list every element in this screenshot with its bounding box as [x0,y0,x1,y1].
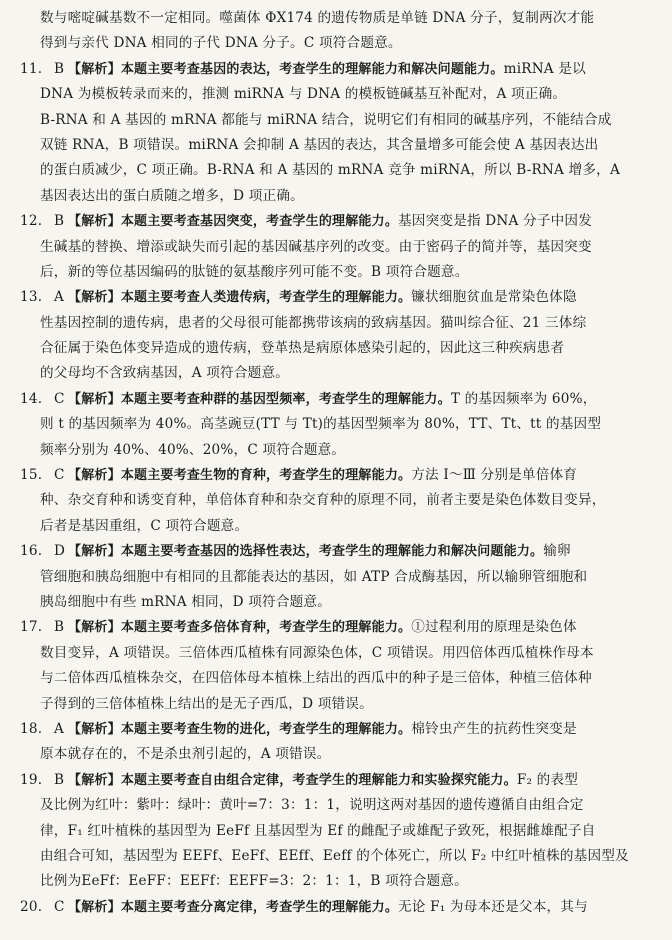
question-number: 14. [20,390,43,407]
topic-summary: 本题主要考查基因的表达，考查学生的理解能力和解决问题能力。 [120,61,504,77]
topic-summary: 本题主要考查生物的进化，考查学生的理解能力。 [120,721,412,737]
explanation-text: T 的基因频率为 60%， [450,390,597,407]
answer-letter: C [54,898,65,915]
text-line: 律，F₁ 红叶植株的基因型为 EeFf 且基因型为 Ef 的雌配子或雄配子致死，根据雌雄配子自 [40,822,596,839]
answer-letter: C [54,390,65,407]
answer-first-line [20,387,652,412]
topic-summary: 本题主要考查分离定律，考查学生的理解能力。 [120,899,399,915]
text-line: 管细胞和胰岛细胞中有相同的且都能表达的基因，如 ATP 合成酶基因，所以输卵管细胞和 [40,568,588,585]
text-line: 的父母均不含致病基因，A 项符合题意。 [40,365,290,382]
answer-first-line [20,57,652,82]
analysis-tag: 【解析】 [68,544,121,560]
answer-item [20,539,652,615]
text-line: 后者是基因重组，C 项符合题意。 [40,517,249,534]
answer-item [20,387,652,463]
analysis-tag: 【解析】 [68,721,121,737]
text-line: DNA 为模板转录而来的，推测 miRNA 与 DNA 的模板链碱基互补配对，A 项正确。 [40,86,567,103]
answer-item [20,895,652,920]
answer-item [20,768,652,895]
text-line: 双链 RNA，B 项错误。miRNA 会抑制 A 基因的表达，其含量增多可能会使 A 基因表达出 [40,136,599,153]
text-line: 由组合可知，基因型为 EEFf、EeFf、EEff、Eeff 的个体死亡，所以 F₂ 中红叶植株的基因型及 [40,847,629,864]
answer-letter: A [54,720,65,737]
analysis-tag: 【解析】 [68,391,121,407]
answer-item [20,615,652,717]
answer-letter: A [54,289,65,306]
question-number: 11. [20,60,43,77]
text-line: 的蛋白质减少，C 项正确。B-RNA 和 A 基因的 mRNA 竞争 miRNA，所以 B-RNA 增多，A [40,162,620,179]
question-number: 20. [20,898,43,915]
text-line: 则 t 的基因频率为 40%。高茎豌豆(TT 与 Tt)的基因型频率为 80%，TT、Tt、tt 的基因型 [40,416,602,433]
question-number: 17. [20,619,43,636]
question-number: 15. [20,467,43,484]
answer-letter: C [54,467,65,484]
text-line: 原本就存在的，不是杀虫剂引起的，A 项错误。 [40,746,331,763]
analysis-tag: 【解析】 [68,468,121,484]
answer-item [20,209,652,285]
topic-summary: 本题主要考查人类遗传病，考查学生的理解能力。 [120,290,412,306]
analysis-tag: 【解析】 [68,290,121,306]
text-line: 数与嘧啶碱基数不一定相同。噬菌体 ΦX174 的遗传物质是单链 DNA 分子，复制两次才能 [40,10,595,26]
answer-first-line [20,463,652,488]
topic-summary: 本题主要考查基因的选择性表达，考查学生的理解能力和解决问题能力。 [120,544,544,560]
answer-letter: B [54,771,65,788]
topic-summary: 本题主要考查基因突变，考查学生的理解能力。 [120,214,399,230]
text-line: 频率分别为 40%、40%、20%，C 项符合题意。 [40,441,346,458]
topic-summary: 本题主要考查多倍体育种，考查学生的理解能力。 [120,620,412,636]
explanation-text: miRNA 是以 [503,60,586,77]
answer-list [20,57,652,920]
answer-letter: D [54,543,66,560]
answer-first-line [20,615,652,640]
answer-letter: B [54,213,65,230]
explanation-text: 棉铃虫产生的抗药性突变是 [411,720,577,737]
explanation-text: 无论 F₁ 为母本还是父本，其与 [398,898,588,915]
analysis-tag: 【解析】 [68,899,121,915]
topic-summary: 本题主要考查自由组合定律，考查学生的理解能力和实验探究能力。 [120,772,517,788]
answer-first-line [20,895,652,920]
topic-summary: 本题主要考查生物的育种，考查学生的理解能力。 [120,468,412,484]
text-line: 得到与亲代 DNA 相同的子代 DNA 分子。C 项符合题意。 [40,35,402,52]
explanation-text: 方法 Ⅰ～Ⅲ 分别是单倍体育 [411,467,578,484]
answer-first-line [20,539,652,564]
question-number: 19. [20,771,43,788]
explanation-text: 镰状细胞贫血是常染色体隐 [411,289,577,306]
question-number: 12. [20,213,43,230]
analysis-tag: 【解析】 [68,620,121,636]
answer-first-line [20,717,652,742]
answer-letter: B [54,60,65,77]
text-line: 基因表达出的蛋白质随之增多，D 项正确。 [40,187,304,204]
analysis-tag: 【解析】 [68,214,121,230]
answer-letter: B [54,619,65,636]
lead-paragraph [40,6,652,57]
question-number: 16. [20,543,43,560]
explanation-text: ①过程利用的原理是染色体 [411,619,577,636]
analysis-tag: 【解析】 [68,772,121,788]
answer-item [20,285,652,387]
text-line: 种、杂交育种和诱变育种，单倍体育种和杂交育种的原理不同，前者主要是染色体数目变异， [40,492,606,509]
answer-item [20,57,652,209]
text-line: 生碱基的替换、增添或缺失而引起的基因碱基序列的改变。由于密码子的简并等，基因突变 [40,238,592,255]
explanation-text: 基因突变是指 DNA 分子中因发 [398,213,592,230]
answer-item [20,717,652,768]
explanation-text: F₂ 的表型 [516,771,579,788]
answer-item [20,463,652,539]
question-number: 18. [20,720,43,737]
answer-first-line [20,768,652,793]
question-number: 13. [20,289,43,306]
text-line: 与二倍体西瓜植株杂交，在四倍体母本植株上结出的西瓜中的种子是三倍体，种植三倍体种 [40,670,592,687]
text-line: 及比例为红叶：紫叶：绿叶：黄叶=7：3：1：1，说明这两对基因的遗传遵循自由组合定 [40,797,584,814]
text-line: 比例为EeFf：EeFF：EEFf：EEFF=3：2：1：1，B 项符合题意。 [40,873,468,890]
text-line: 子得到的三倍体植株上结出的是无子西瓜，D 项错误。 [40,695,373,712]
answer-first-line [20,209,652,234]
text-line: B-RNA 和 A 基因的 mRNA 都能与 miRNA 结合，说明它们有相同的碱基序列，不能结合成 [40,111,612,128]
answer-first-line [20,285,652,310]
text-line: 后，新的等位基因编码的肽链的氨基酸序列可能不变。B 项符合题意。 [40,263,469,280]
analysis-tag: 【解析】 [68,61,121,77]
text-line: 胰岛细胞中有些 mRNA 相同，D 项符合题意。 [40,593,331,610]
text-line: 合征属于染色体变异造成的遗传病，登革热是病原体感染引起的，因此这三种疾病患者 [40,340,565,357]
topic-summary: 本题主要考查种群的基因型频率，考查学生的理解能力。 [120,391,451,407]
text-line: 数目变异，A 项错误。三倍体西瓜植株有同源染色体，C 项错误。用四倍体西瓜植株作母本 [40,644,594,661]
text-line: 性基因控制的遗传病，患者的父母很可能都携带该病的致病基因。猫叫综合征、21 三体综 [40,314,587,331]
explanation-text: 输卵 [543,543,571,560]
